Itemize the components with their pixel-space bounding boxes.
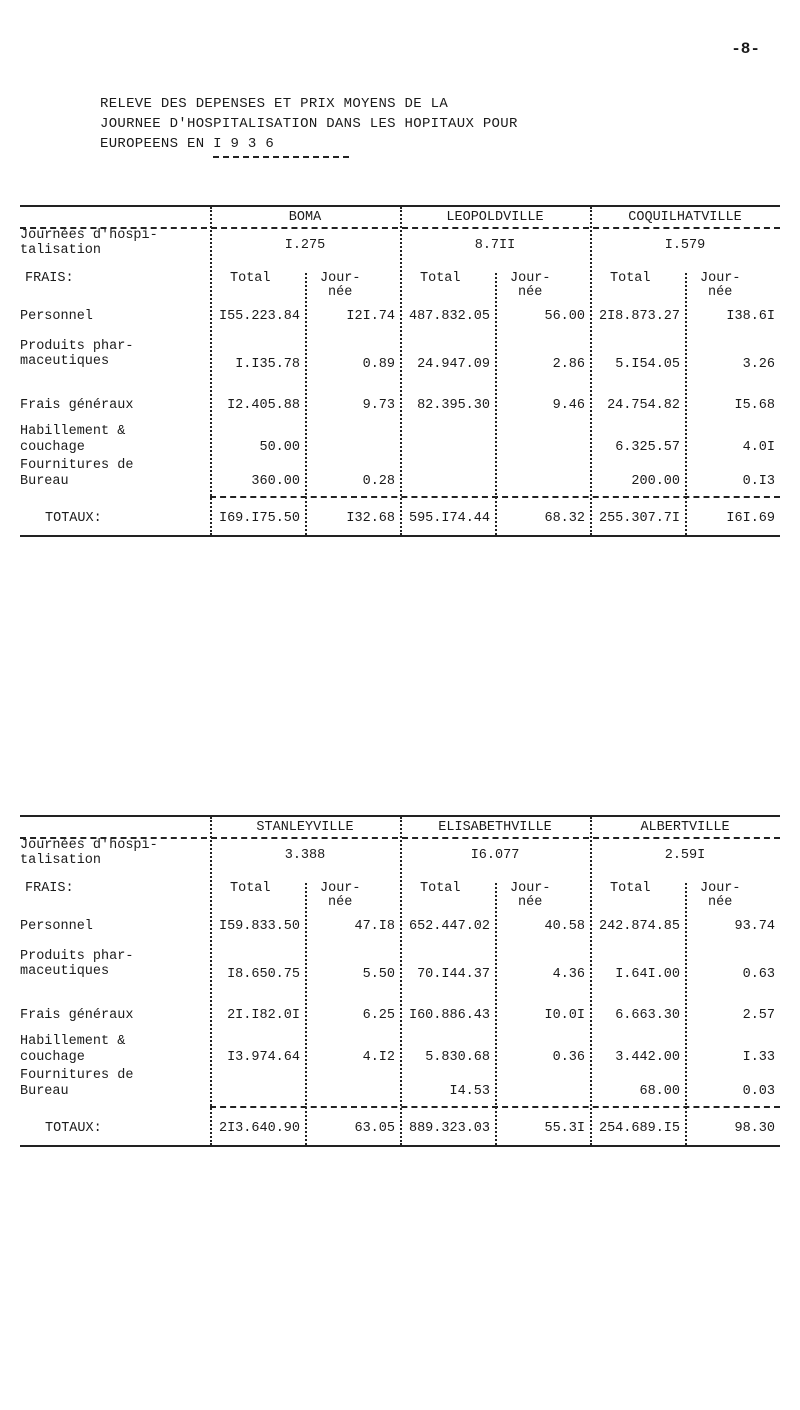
journees-value: 8.7II xyxy=(474,238,516,253)
totaux-total: 595.I74.44 xyxy=(408,511,490,526)
journees-value: I.275 xyxy=(284,238,326,253)
row-label: Produits phar- xyxy=(20,949,134,964)
personnel-per-day: 93.74 xyxy=(734,919,775,934)
row-label: couchage xyxy=(20,440,85,455)
journees-value: I6.077 xyxy=(470,848,520,863)
row-label: Journées d'hospi- xyxy=(20,838,158,853)
produits-total: I.I35.78 xyxy=(235,357,300,372)
frais_generaux-per-day: I0.0I xyxy=(544,1008,585,1023)
hospital-name: STANLEYVILLE xyxy=(256,820,354,835)
total-header: Total xyxy=(230,271,271,286)
produits-per-day: 0.89 xyxy=(362,357,395,372)
row-label: FRAIS: xyxy=(25,881,74,896)
table-bottom-rule xyxy=(20,1145,780,1147)
personnel-per-day: 56.00 xyxy=(544,309,585,324)
personnel-total: 2I8.873.27 xyxy=(598,309,680,324)
row-label: Journées d'hospi- xyxy=(20,228,158,243)
row-label: Habillement & xyxy=(20,424,126,439)
personnel-total: 242.874.85 xyxy=(598,919,680,934)
journees-value: I.579 xyxy=(664,238,706,253)
title-underline xyxy=(213,156,349,158)
produits-per-day: 5.50 xyxy=(362,967,395,982)
jour-header: Jour- xyxy=(510,271,551,286)
jour-header: née xyxy=(518,285,543,300)
row-label: Frais généraux xyxy=(20,398,134,413)
hospital-name: LEOPOLDVILLE xyxy=(446,210,544,225)
hospital-name: ALBERTVILLE xyxy=(640,820,730,835)
row-label: Bureau xyxy=(20,474,69,489)
row-label: Bureau xyxy=(20,1084,69,1099)
frais_generaux-per-day: 6.25 xyxy=(362,1008,395,1023)
row-label: FRAIS: xyxy=(25,271,74,286)
habillement-per-day: 4.I2 xyxy=(362,1050,395,1065)
personnel-per-day: I2I.74 xyxy=(346,309,395,324)
row-label: talisation xyxy=(20,853,102,868)
jour-header: née xyxy=(328,285,353,300)
produits-per-day: 0.63 xyxy=(742,967,775,982)
totaux-per-day: 98.30 xyxy=(734,1121,775,1136)
total-header: Total xyxy=(230,881,271,896)
jour-header: Jour- xyxy=(510,881,551,896)
frais_generaux-per-day: 9.46 xyxy=(552,398,585,413)
habillement-total: 6.325.57 xyxy=(615,440,680,455)
totaux-per-day: I32.68 xyxy=(346,511,395,526)
fournitures-total: 68.00 xyxy=(639,1084,680,1099)
totaux-total: 254.689.I5 xyxy=(598,1121,680,1136)
personnel-total: I59.833.50 xyxy=(218,919,300,934)
row-label: Personnel xyxy=(20,919,93,934)
fournitures-per-day: 0.03 xyxy=(742,1084,775,1099)
total-header: Total xyxy=(420,881,461,896)
title-line: RELEVE DES DEPENSES ET PRIX MOYENS DE LA xyxy=(100,96,449,112)
jour-header: Jour- xyxy=(320,881,361,896)
personnel-total: 652.447.02 xyxy=(408,919,490,934)
row-label: TOTAUX: xyxy=(45,1121,102,1136)
row-label: Produits phar- xyxy=(20,339,134,354)
total-header: Total xyxy=(610,271,651,286)
journees-value: 2.59I xyxy=(664,848,706,863)
habillement-total: 50.00 xyxy=(259,440,300,455)
totaux-per-day: I6I.69 xyxy=(726,511,775,526)
jour-header: née xyxy=(518,895,543,910)
row-label: talisation xyxy=(20,243,102,258)
journees-value: 3.388 xyxy=(284,848,326,863)
produits-total: I.64I.00 xyxy=(615,967,680,982)
row-label: couchage xyxy=(20,1050,85,1065)
totaux-per-day: 68.32 xyxy=(544,511,585,526)
fournitures-per-day: 0.28 xyxy=(362,474,395,489)
title-line: JOURNEE D'HOSPITALISATION DANS LES HOPITAUX POUR xyxy=(100,116,518,132)
habillement-total: I3.974.64 xyxy=(227,1050,300,1065)
expense-table-1 xyxy=(20,205,780,605)
jour-header: Jour- xyxy=(700,271,741,286)
fournitures-total: I4.53 xyxy=(449,1084,490,1099)
frais_generaux-per-day: 9.73 xyxy=(362,398,395,413)
page-number: -8- xyxy=(731,40,760,58)
produits-total: I8.650.75 xyxy=(227,967,300,982)
jour-header: Jour- xyxy=(320,271,361,286)
habillement-total: 3.442.00 xyxy=(615,1050,680,1065)
frais_generaux-per-day: 2.57 xyxy=(742,1008,775,1023)
jour-header: Jour- xyxy=(700,881,741,896)
row-label: Fournitures de xyxy=(20,1068,134,1083)
fournitures-per-day: 0.I3 xyxy=(742,474,775,489)
totaux-per-day: 63.05 xyxy=(354,1121,395,1136)
produits-per-day: 2.86 xyxy=(552,357,585,372)
personnel-total: 487.832.05 xyxy=(408,309,490,324)
row-label: Frais généraux xyxy=(20,1008,134,1023)
fournitures-total: 360.00 xyxy=(251,474,300,489)
produits-total: 5.I54.05 xyxy=(615,357,680,372)
totaux-total: 2I3.640.90 xyxy=(218,1121,300,1136)
document-title xyxy=(100,94,700,154)
personnel-per-day: I38.6I xyxy=(726,309,775,324)
expense-table-2 xyxy=(20,815,780,1215)
produits-per-day: 4.36 xyxy=(552,967,585,982)
row-label: Personnel xyxy=(20,309,93,324)
totaux-total: 889.323.03 xyxy=(408,1121,490,1136)
row-label: TOTAUX: xyxy=(45,511,102,526)
totaux-per-day: 55.3I xyxy=(544,1121,585,1136)
habillement-total: 5.830.68 xyxy=(425,1050,490,1065)
totaux-total: 255.307.7I xyxy=(598,511,680,526)
totaux-total: I69.I75.50 xyxy=(218,511,300,526)
frais_generaux-total: 2I.I82.0I xyxy=(227,1008,300,1023)
habillement-per-day: I.33 xyxy=(742,1050,775,1065)
produits-total: 24.947.09 xyxy=(417,357,490,372)
personnel-per-day: 40.58 xyxy=(544,919,585,934)
personnel-per-day: 47.I8 xyxy=(354,919,395,934)
jour-header: née xyxy=(708,285,733,300)
total-header: Total xyxy=(610,881,651,896)
personnel-total: I55.223.84 xyxy=(218,309,300,324)
jour-header: née xyxy=(708,895,733,910)
jour-header: née xyxy=(328,895,353,910)
hospital-name: ELISABETHVILLE xyxy=(438,820,552,835)
fournitures-total: 200.00 xyxy=(631,474,680,489)
habillement-per-day: 4.0I xyxy=(742,440,775,455)
row-label: Habillement & xyxy=(20,1034,126,1049)
row-label: Fournitures de xyxy=(20,458,134,473)
table-bottom-rule xyxy=(20,535,780,537)
hospital-name: BOMA xyxy=(288,210,322,225)
habillement-per-day: 0.36 xyxy=(552,1050,585,1065)
hospital-name: COQUILHATVILLE xyxy=(628,210,742,225)
title-line: EUROPEENS EN I 9 3 6 xyxy=(100,136,275,152)
frais_generaux-per-day: I5.68 xyxy=(734,398,775,413)
row-label: maceutiques xyxy=(20,964,110,979)
produits-per-day: 3.26 xyxy=(742,357,775,372)
frais_generaux-total: 24.754.82 xyxy=(607,398,680,413)
frais_generaux-total: I60.886.43 xyxy=(408,1008,490,1023)
frais_generaux-total: 82.395.30 xyxy=(417,398,490,413)
produits-total: 70.I44.37 xyxy=(417,967,490,982)
row-label: maceutiques xyxy=(20,354,110,369)
frais_generaux-total: 6.663.30 xyxy=(615,1008,680,1023)
frais_generaux-total: I2.405.88 xyxy=(227,398,300,413)
total-header: Total xyxy=(420,271,461,286)
